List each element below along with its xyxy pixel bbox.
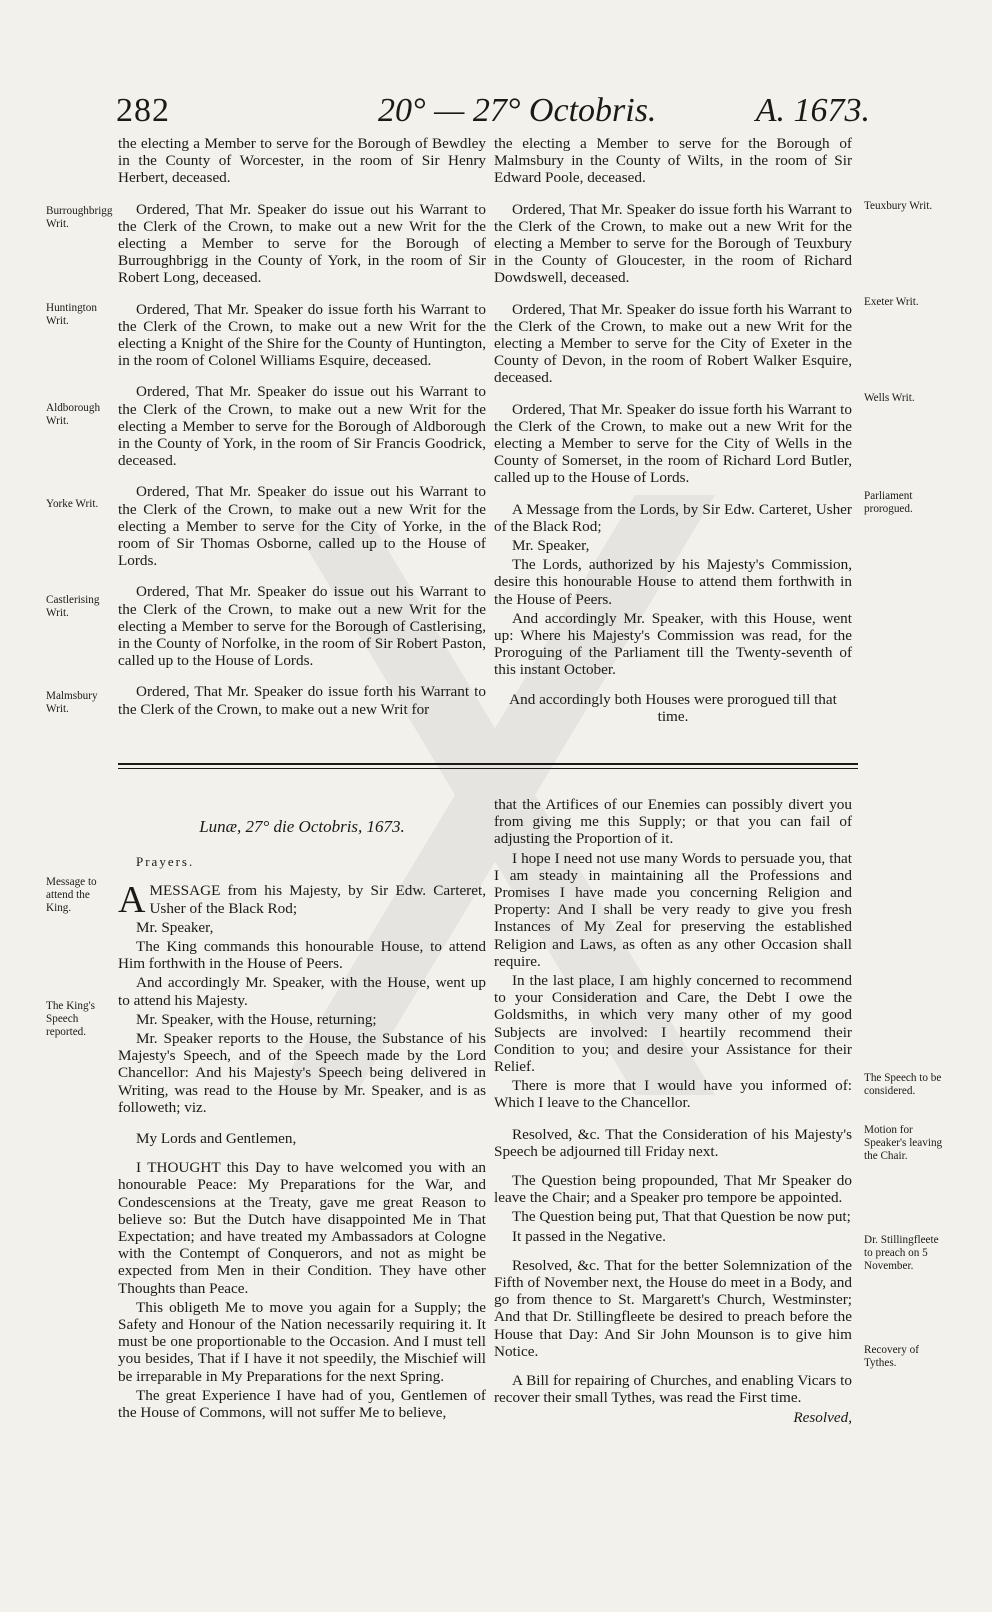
section-divider <box>118 763 858 765</box>
paragraph: Ordered, That Mr. Speaker do issue forth his Warrant to the Clerk of the Crown, to make out a new Writ for the electing a Member to serve for the City of Wells in the County of Somerset, in the room of Richard Lord Butler, called up to the House of Lords. <box>494 400 852 487</box>
paragraph: This obligeth Me to move you again for a Supply; the Safety and Honour of the Nation necessarily requiring it. It must be one proportionable to the Occasion. And I must tell you besides, That if I have it not speedily, the Mischief will be irreparable in My Preparations for the next Spring. <box>118 1298 486 1385</box>
paragraph: It passed in the Negative. <box>512 1227 666 1245</box>
paragraph: The Question being propounded, That Mr Speaker do leave the Chair; and a Speaker pro tempore be appointed. <box>494 1172 852 1207</box>
paragraph: The Question being put, That that Question be now put; <box>512 1208 851 1226</box>
dropcap: A <box>118 879 146 922</box>
paragraph: A Message from the Lords, by Sir Edw. Carteret, Usher of the Black Rod; <box>494 500 852 535</box>
margin-note: The Speech to be considered. <box>864 1072 942 1097</box>
message-text: MESSAGE from his Majesty, by Sir Edw. Carteret, Usher of the Black Rod; <box>149 882 486 917</box>
margin-note: Recovery of Tythes. <box>864 1344 919 1369</box>
paragraph: And accordingly both Houses were prorogued till that time. <box>509 690 837 725</box>
paragraph: And accordingly Mr. Speaker, with this House, went up: Where his Majesty's Commission was read, for the Proroguing of the Parliament till the Twenty-seventh of this instant October. <box>494 609 852 679</box>
catchword: Resolved, <box>793 1408 852 1426</box>
margin-note: Parliament prorogued. <box>864 490 913 515</box>
speech-salutation: My Lords and Gentlemen, <box>136 1130 297 1148</box>
margin-note: Exeter Writ. <box>864 296 919 308</box>
paragraph: Resolved, &c. That for the better Solemnization of the Fifth of November next, the House do meet in a Body, and go from thence to St. Margarett's Church, Westminster; And that Dr. Stillingfleete be desired to preach before the House that Day: And Sir John Mounson is to give him Notice. <box>494 1256 852 1360</box>
paragraph: The great Experience I have had of you, Gentlemen of the House of Commons, will not suffer Me to believe, <box>118 1386 486 1422</box>
margin-note: Dr. Stillingfleete to preach on 5 November. <box>864 1234 939 1272</box>
paragraph: Ordered, That Mr. Speaker do issue forth his Warrant to the Clerk of the Crown, to make out a new Writ for the electing a Knight of the Shire for the County of Huntington, in the room of Colonel Williams Esquire, deceased. <box>118 300 486 370</box>
margin-note: Aldborough Writ. <box>46 402 101 427</box>
paragraph: I THOUGHT this Day to have welcomed you with an honourable Peace: My Preparations for the War, and Condescensions at the Treaty, gave me great Reason to believe so: But the Dutch have disappointed Me in That Expectation; and have treated my Ambassadors at Cologne with the Contempt of Conquerors, and not as might be expected from Men in their Condition. They have other Thoughts than Peace. <box>118 1159 486 1297</box>
paragraph: And accordingly Mr. Speaker, with the House, went up to attend his Majesty. <box>118 974 486 1009</box>
paragraph <box>118 879 486 922</box>
paragraph: Ordered, That Mr. Speaker do issue out his Warrant to the Clerk of the Crown, to make out a new Writ for the electing a Member to serve for the Borough of Aldborough in the County of York, in the room of Sir Francis Goodrick, deceased. <box>118 383 486 470</box>
page-number: 282 <box>116 92 170 129</box>
paragraph: The Lords, authorized by his Majesty's Commission, desire this honourable House to attend them forthwith in the House of Peers. <box>494 556 852 608</box>
paragraph: the electing a Member to serve for the Borough of Bewdley in the County of Worcester, in the room of Sir Henry Herbert, deceased. <box>118 135 486 187</box>
paragraph: A Bill for repairing of Churches, and enabling Vicars to recover their small Tythes, was read the First time. <box>494 1372 852 1407</box>
margin-note: Huntington Writ. <box>46 302 97 327</box>
margin-note: Burroughbrigg Writ. <box>46 205 113 230</box>
prayers-heading: Prayers. <box>136 854 195 870</box>
margin-note: Malmsbury Writ. <box>46 690 98 715</box>
margin-note: Motion for Speaker's leaving the Chair. <box>864 1124 943 1162</box>
paragraph: Mr. Speaker, with the House, returning; <box>136 1010 377 1028</box>
margin-note: Yorke Writ. <box>46 498 99 510</box>
paragraph: I hope I need not use many Words to persuade you, that I am steady in maintaining all the Professions and Promises I have made you concerning Religion and Property: And I shall be very ready to give you fresh Instances of My Zeal for preserving the established Religion and Laws, as often as any other Occasion shall require. <box>494 849 852 970</box>
paragraph: Resolved, &c. That the Consideration of his Majesty's Speech be adjourned till Friday next. <box>494 1125 852 1160</box>
paragraph: Ordered, That Mr. Speaker do issue out his Warrant to the Clerk of the Crown, to make out a new Writ for the electing a Member to serve for the City of Yorke, in the room of Sir Thomas Osborne, called up to the House of Lords. <box>118 483 486 570</box>
header-year: A. 1673. <box>755 92 870 129</box>
salutation: Mr. Speaker, <box>136 918 214 936</box>
paragraph: that the Artifices of our Enemies can possibly divert you from giving me this Supply; or that you can fail of adjusting the Proportion of it. <box>494 796 852 848</box>
paragraph: Ordered, That Mr. Speaker do issue forth his Warrant to the Clerk of the Crown, to make out a new Writ for <box>118 683 486 718</box>
salutation: Mr. Speaker, <box>512 537 590 555</box>
paragraph: Ordered, That Mr. Speaker do issue out his Warrant to the Clerk of the Crown, to make out a new Writ for the electing a Member to serve for the Borough of Castlerising, in the County of Norfolke, in the room of Sir Robert Paston, called up to the House of Lords. <box>118 583 486 670</box>
paragraph: Ordered, That Mr. Speaker do issue forth his Warrant to the Clerk of the Crown, to make out a new Writ for the electing a Member to serve for the Borough of Teuxbury in the County of Gloucester, in the room of Richard Dowdswell, deceased. <box>494 200 852 287</box>
paragraph: There is more that I would have you informed of: Which I leave to the Chancellor. <box>494 1077 852 1112</box>
paragraph: The King commands this honourable House, to attend Him forthwith in the House of Peers. <box>118 938 486 973</box>
page-header <box>110 92 870 132</box>
dateline: Lunæ, 27° die Octobris, 1673. <box>199 817 405 836</box>
section-divider <box>118 768 858 769</box>
margin-note: Wells Writ. <box>864 392 915 404</box>
margin-note: Teuxbury Writ. <box>864 200 933 212</box>
paragraph: In the last place, I am highly concerned to recommend to your Consideration and Care, the Debt I owe the Goldsmiths, in which very many other of my good Subjects are involved: I heartily recommend their Condition to you; and desire your Assistance for their Relief. <box>494 972 852 1076</box>
margin-note: Castlerising Writ. <box>46 594 100 619</box>
margin-note: The King's Speech reported. <box>46 1000 95 1038</box>
section1-left-column <box>118 135 486 730</box>
margin-note: Message to attend the King. <box>46 876 97 914</box>
paragraph: Ordered, That Mr. Speaker do issue forth his Warrant to the Clerk of the Crown, to make out a new Writ for the electing a Member to serve for the City of Exeter in the County of Devon, in the room of Robert Walker Esquire, deceased. <box>494 300 852 387</box>
paragraph: Mr. Speaker reports to the House, the Substance of his Majesty's Speech, and of the Speech made by the Lord Chancellor: And his Majesty's Speech being delivered in Writing, was read to the House by Mr. Speaker, and is as followeth; viz. <box>118 1030 486 1116</box>
paragraph: the electing a Member to serve for the Borough of Malmsbury in the County of Wilts, in the room of Sir Edward Poole, deceased. <box>494 135 852 187</box>
section2-left-column <box>118 796 486 1423</box>
paragraph: Ordered, That Mr. Speaker do issue out his Warrant to the Clerk of the Crown, to make out a new Writ for the electing a Member to serve for the Borough of Burroughbrigg in the County of York, in the room of Sir Robert Long, deceased. <box>118 200 486 287</box>
header-date-range: 20° — 27° Octobris. <box>378 92 657 129</box>
section2-right-column <box>494 796 852 1438</box>
section1-right-column <box>494 135 852 737</box>
